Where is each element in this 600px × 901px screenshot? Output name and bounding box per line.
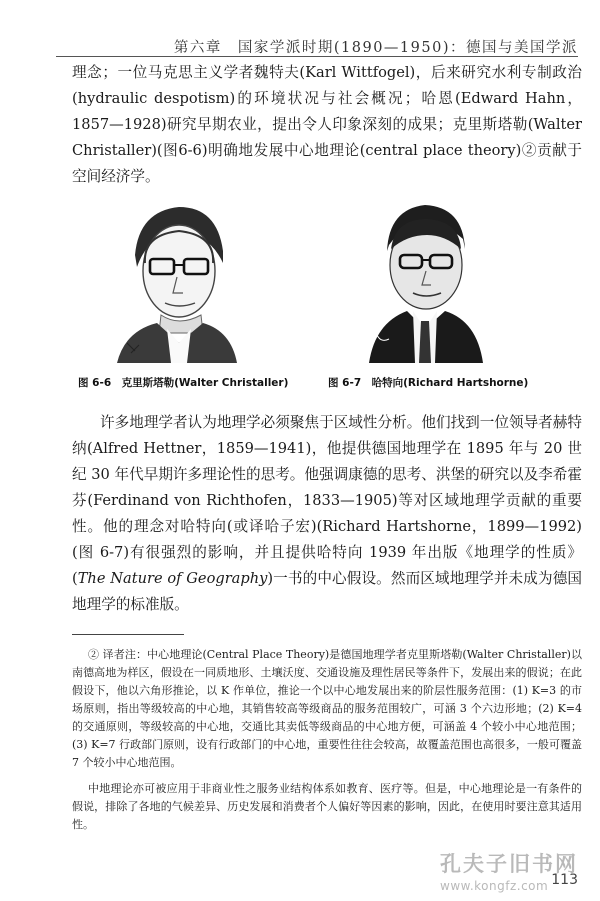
figure-christaller-portrait — [105, 193, 245, 363]
figure-hartshorne-portrait — [365, 193, 485, 363]
paragraph-1: 理念；一位马克思主义学者魏特夫(Karl Wittfogel)，后来研究水利专制政治(hydraulic despotism)的环境状况与社会概况；哈恩(Edward Hahn，1857—1928)研究早期农业，提出令人印象深刻的成果；克里斯塔勒(Walter Christaller)(图6-6)明确地发展中心地理论(central place theory)②贡献于空间经济学。 — [72, 64, 582, 185]
footnote-2: 中地理论亦可被应用于非商业性之服务业结构体系如教育、医疗等。但是，中心地理论是一有条件的假说，排除了各地的气候差异、历史发展和消费者个人偏好等因素的影响，因此，在使用时要注意其适用性。 — [72, 782, 582, 831]
paragraph-2-text-b: )一书的中心假设。然而区域地理学并未成为德国地理学的标准版。 — [72, 570, 583, 613]
book-title-italic: The Nature of Geography — [77, 570, 268, 587]
paragraph-2 — [72, 410, 582, 618]
header-rule — [56, 56, 578, 57]
watermark-url: www.kongfz.com — [440, 879, 549, 893]
paragraph-2-text-a: 许多地理学者认为地理学必须聚焦于区域性分析。他们找到一位领导者赫特纳(Alfred Hettner，1859—1941)，他提供德国地理学在 1895 年与 20 世纪 30 年代早期许多理论性的思考。他强调康德的思考、洪堡的研究以及李希霍芬(Ferdinand von Richthofen，1833—1905)等对区域地理学贡献的重要性。他的理念对哈特向(或译哈子宏)(Richard Hartshorne，1899—1992)(图 6-7)有很强烈的影响，并且提供哈特向 1939 年出版《地理学的性质》( — [72, 414, 582, 587]
footnote-1: ② 译者注：中心地理论(Central Place Theory)是德国地理学者克里斯塔勒(Walter Christaller)以南德高地为样区，假设在一同质地形、土壤沃度、交通设施及理性居民等条件下，发展出来的假说；在此假设下，他以六角形推论，以 K 作单位，推论一个以中心地发展出来的阶层性服务范围：(1) K=3 的市场原则，指出等级较高的中心地，其销售较高等级商品的服务范围较广，可涵 3 个六边形地；(2) K=4 的交通原则，等级较高的中心地，交通比其卖低等级商品的中心地方便，可涵盖 4 个较小中心地范围；(3) K=7 行政部门原则，设有行政部门的中心地，重要性往往会较高，故覆盖范围也高很多，一般可覆盖 7 个较小中心地范围。 — [72, 648, 582, 769]
figure-caption-6-6: 图 6-6 克里斯塔勒(Walter Christaller) — [78, 377, 289, 389]
footnote-rule — [72, 634, 184, 635]
running-header: 第六章 国家学派时期(1890—1950)：德国与美国学派 — [173, 40, 578, 56]
watermark-title: 孔夫子旧书网 — [440, 852, 578, 876]
page-number: 113 — [551, 872, 578, 888]
figure-caption-6-7: 图 6-7 哈特向(Richard Hartshorne) — [328, 377, 529, 389]
